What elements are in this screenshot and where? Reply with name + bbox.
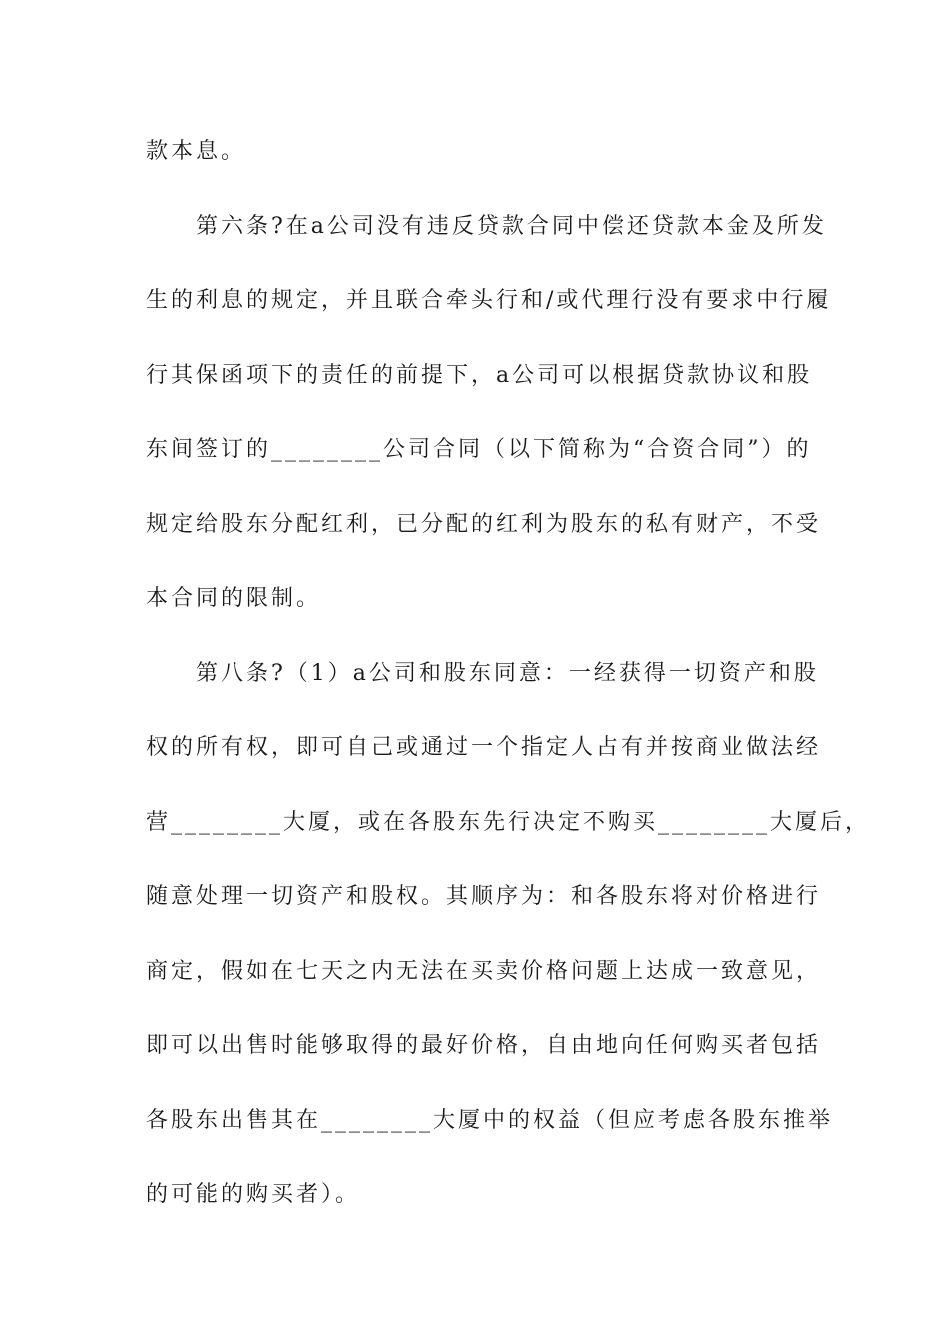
text-line: 营________大厦，或在各股东先行决定不购买________大厦后， <box>146 809 871 835</box>
text-line: 权的所有权，即可自己或通过一个指定人占有并按商业做法经 <box>146 735 822 760</box>
text-line: 款本息。 <box>146 139 247 164</box>
text-line: 的可能的购买者）。 <box>146 1182 361 1207</box>
text-line: 东间签订的________公司合同（以下简称为“合资合同”）的 <box>146 437 812 462</box>
text-line: 各股东出售其在________大厦中的权益（但应考虑各股东推举 <box>146 1107 834 1133</box>
text-line: 随意处理一切资产和股权。其顺序为：和各股东将对价格进行 <box>146 884 822 909</box>
text-line: 即可以出售时能够取得的最好价格，自由地向任何购买者包括 <box>146 1033 822 1058</box>
text-line: 生的利息的规定，并且联合牵头行和/或代理行没有要求中行履 <box>146 288 832 313</box>
text-line: 第六条?在a公司没有违反贷款合同中偿还贷款本金及所发 <box>196 213 827 239</box>
text-line: 商定，假如在七天之内无法在买卖价格问题上达成一致意见， <box>146 958 822 984</box>
document-body <box>146 128 871 1246</box>
text-line: 第八条?（1）a公司和股东同意：一经获得一切资产和股 <box>196 660 819 686</box>
text-line: 本合同的限制。 <box>146 586 322 611</box>
text-line: 行其保函项下的责任的前提下，a公司可以根据贷款协议和股 <box>146 362 813 388</box>
text-line: 规定给股东分配红利，已分配的红利为股东的私有财产，不受 <box>146 511 822 537</box>
